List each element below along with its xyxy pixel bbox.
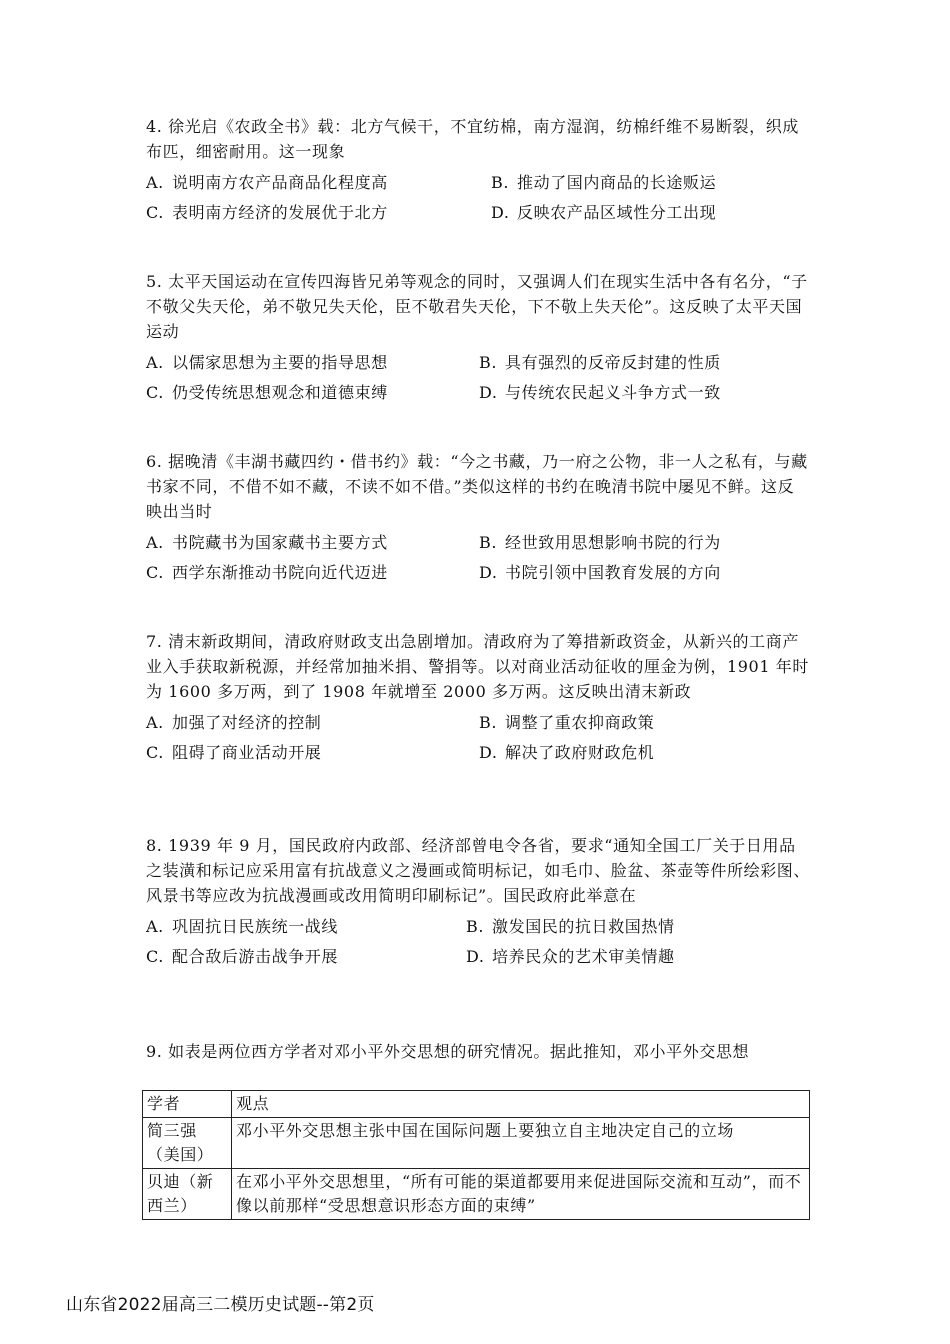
table-row [143,1169,810,1220]
question-stem: 9. 如表是两位西方学者对邓小平外交思想的研究情况。据此推知，邓小平外交思想 [146,1042,750,1061]
option-a[interactable]: A. 以儒家思想为主要的指导思想 [146,353,388,372]
option-b[interactable]: B. 经世致用思想影响书院的行为 [479,533,721,552]
option-c[interactable]: C. 表明南方经济的发展优于北方 [146,203,388,222]
option-d[interactable]: D. 反映农产品区域性分工出现 [491,203,717,222]
option-a[interactable]: A. 巩固抗日民族统一战线 [146,917,339,936]
option-a[interactable]: A. 说明南方农产品商品化程度高 [146,173,388,192]
options [146,528,810,588]
question-5 [146,269,810,408]
option-b[interactable]: B. 推动了国内商品的长途贩运 [491,173,717,192]
question-9 [146,1039,810,1064]
question-8 [146,833,810,972]
table-row [143,1118,810,1169]
options [146,708,810,768]
option-a[interactable]: A. 加强了对经济的控制 [146,713,322,732]
table-header: 学者 [143,1091,232,1118]
option-a[interactable]: A. 书院藏书为国家藏书主要方式 [146,533,388,552]
page-footer: 山东省2022届高三二模历史试题--第2页 [66,1295,375,1315]
option-b[interactable]: B. 调整了重农抑商政策 [479,713,655,732]
question-stem: 5. 太平天国运动在宣传四海皆兄弟等观念的同时，又强调人们在现实生活中各有名分，“子不敬父失天伦，弟不敬兄失天伦，臣不敬君失天伦，下不敬上失天伦”。这反映了太平天国运动 [146,272,808,341]
table-header-row [143,1091,810,1118]
option-c[interactable]: C. 西学东渐推动书院向近代迈进 [146,563,388,582]
option-d[interactable]: D. 培养民众的艺术审美情趣 [466,947,675,966]
options [146,348,810,408]
question-4 [146,114,810,228]
option-c[interactable]: C. 仍受传统思想观念和道德束缚 [146,383,388,402]
option-d[interactable]: D. 解决了政府财政危机 [479,743,655,762]
option-d[interactable]: D. 书院引领中国教育发展的方向 [479,563,721,582]
question-stem: 8. 1939 年 9 月，国民政府内政部、经济部曾电令各省，要求“通知全国工厂关于日用品之装潢和标记应采用富有抗战意义之漫画或简明标记，如毛巾、脸盆、茶壶等件所绘彩图、风景书等应改为抗战漫画或改用简明印刷标记”。国民政府此举意在 [146,836,811,905]
option-d[interactable]: D. 与传统农民起义斗争方式一致 [479,383,721,402]
table-cell: 简三强（美国） [143,1118,232,1169]
question-stem: 4. 徐光启《农政全书》载：北方气候干，不宜纺棉，南方湿润，纺棉纤维不易断裂，织成布匹，细密耐用。这一现象 [146,117,799,161]
options [146,912,810,972]
table-cell: 邓小平外交思想主张中国在国际问题上要独立自主地决定自己的立场 [232,1118,810,1169]
question-stem: 6. 据晚清《丰湖书藏四约・借书约》载：“今之书藏，乃一府之公物，非一人之私有，与藏书家不同，不借不如不藏，不读不如不借。”类似这样的书约在晚清书院中屡见不鲜。这反映出当时 [146,452,808,521]
options [146,168,810,228]
option-c[interactable]: C. 配合敌后游击战争开展 [146,947,339,966]
question-7 [146,629,810,768]
table-header: 观点 [232,1091,810,1118]
option-c[interactable]: C. 阻碍了商业活动开展 [146,743,322,762]
question-6 [146,449,810,588]
question-stem: 7. 清末新政期间，清政府财政支出急剧增加。清政府为了筹措新政资金，从新兴的工商产业入手获取新税源，并经常加抽米捐、警捐等。以对商业活动征收的厘金为例，1901 年时为 1600 多万两，到了 1908 年就增至 2000 多万两。这反映出清末新政 [146,632,810,701]
option-b[interactable]: B. 具有强烈的反帝反封建的性质 [479,353,721,372]
scholar-table [142,1090,810,1220]
table-cell: 在邓小平外交思想里，“所有可能的渠道都要用来促进国际交流和互动”，而不像以前那样“受思想意识形态方面的束缚” [232,1169,810,1220]
option-b[interactable]: B. 激发国民的抗日救国热情 [466,917,675,936]
table-cell: 贝迪（新西兰） [143,1169,232,1220]
